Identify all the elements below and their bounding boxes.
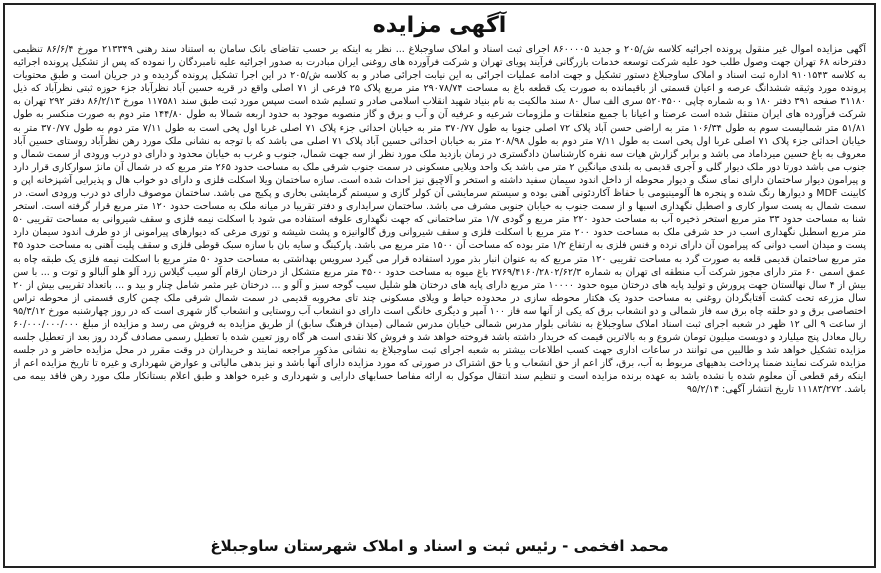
notice-frame (3, 3, 876, 568)
notice-signature: محمد افخمی - رئیس ثبت و اسناد و املاک شهرستان ساوجبلاغ (210, 537, 669, 555)
notice-title: آگهی مزایده (372, 13, 507, 38)
notice-body: آگهی مزایده اموال غیر منقول پرونده اجرائیه کلاسه ش/۲۰۵ و جدید ۸۶۰۰۰۰۵ اجرای ثبت اسناد و املاک ساوجبلاغ ... نظر به اینکه بر حسب تقاضای بانک سامان به استناد سند رهنی ۲۱۳۳۴۹ مورخ ۸۶/۶/۴ تنظیمی دفترخانه ۶۸ تهران جهت وصول طلب خود علیه شرکت توسعه خدمات بازرگانی فرآیند پویای تهران و شرکت فرآورده های روغنی ایران مبادرت به صدور اجرائیه علیه نامبردگان را نموده که پس از تشکیل پرونده اجرائیه به کلاسه ۹۱۰۱۵۴۳ اداره ثبت اسناد و املاک ساوجبلاغ دستور تشکیل و جهت ادامه عملیات اجرائی به این نیابت اجرائی صادر و به کلاسه ش/۲۰۵ در این اجرا تشکیل پرونده گردیده و در جریان است و طبق محتویات پرونده مورد وثیقه ششدانگ عرصه و اعیان قسمتی از باقیمانده به صورت یک قطعه باغ به مساحت ۲۹۰۷۸/۷۴ متر مربع پلاک ۲۵ فرعی از ۷۱ اصلی واقع در قریه حسین آباد نظرآباد جزء حوزه ثبتی نظرآباد که ذیل ۳۱۱۸۰ صفحه ۳۹۱ دفتر ۱۸۰ و به شماره چاپی ۵۲۰۴۵۰۰ سری الف سال ۸۰ سند مالکیت به نام بنیاد شهید انقلاب اسلامی صادر و تسلیم شده است سپس مورد ثبت طبق سند ۱۱۷۵۸۱ مورخ ۸۶/۲/۱۳ دفتر ۲۹۲ تهران به شرکت فرآورده های ایران منتقل شده است عرصتا و اعیانا با جمیع متعلقات و ملزومات شرعیه و عرفیه آن و آب و برق و گاز منصوبه موجود به حدود اربعه شمالا به طول ۱۴۴/۸۰ متر دوم به صورت منکسر به طول ۵۱/۸۱ متر شمالیست سوم به طول ۱۰۶/۳۴ متر به اراضی حسن آباد پلاک ۷۲ اصلی جنوبا به طول ۳۷۰/۷۷ متر به خیابان احداثی جزء پلاک ۷۱ اصلی غربا اول پخی است به طول ۷/۱۱ متر دوم به طول ۳۷۰/۷۷ متر به خیابان احداثی جزء پلاک ۷۱ اصلی غربا اول پخی است به طول ۷/۱۱ متر دوم به طول ۲۰۸/۹۸ متر به خیابان احداثی حسین آباد پلاک ۷۱ اصلی می باشد که با توجه به نشانی ملک مورد رهن نظرآباد روستای حسین آباد معروف به باغ حسین میرداماد می باشد و برابر گزارش هیات سه نفره کارشناسان دادگستری در زمان بازدید ملک مورد نظر از سه جهت شمال، جنوب و غرب به خیابان محدود و دارای دو درب ورودی از سمت شمال و جنوب می باشد دورتا دور ملک دیوار گلی و آجری قدیمی به بلندی میانگین ۲ متر می باشد یک واحد ویلایی مسکونی در سمت جنوب شرقی ملک به مساحت حدود ۲۶۵ متر مربع که در شمال آن مانژ سوارکاری قرار دارد و پیرامون دیوار ساختمان دارای نمای سنگ و دیوار محوطه از داخل اندود سیمان سفید داشته و استخر و آلاچیق نیز احداث شده است. سازه ساختمان ویلا اسکلت فلزی و دارای دو خواب هال و پذیرایی آشپزخانه اپن و کابینت MDF و دیوارها رنگ شده و پنجره ها آلومینیومی با حفاظ آکاردئونی آهنی بوده و سیستم سرمایشی آن کولر گازی و سیستم گرمایشی بخاری و پکیج می باشد. ساختمان موصوف دارای دو درب ورودی است. در سمت شمال به پست سوار کاری و اصطبل نگهداری اسبها و از سمت جنوب به خیابان جنوبی مشرف می باشد. ساختمان سرایداری و دفتر تقریبا در میانه ملک به مساحت حدود ۱۲۰ متر مربع قرار گرفته است. استخر شنا به مساحت حدود ۳۳ متر مربع استخر ذخیره آب به مساحت حدود ۲۲۰ متر مربع و گودی ۱/۷ متر ساختمانی که جهت نگهداری علوفه استفاده می شود با اسکلت نیمه فلزی و سقف شیروانی به مساحت تقریبی ۵۰ متر مربع اسطبل نگهداری اسب در حد شرقی ملک به مساحت حدود ۲۰۰ متر مربع با اسکلت فلزی و سقف شیروانی ورق گالوانیزه و پشت شیشه و توری مرغی که دیوارهای پیرامونی از دو طرف اندود سیمان دارد پست و میدان اسب دوانی که پیرامون آن دارای نرده و فنس فلزی به ارتفاع ۱/۲ متر بوده که مساحت آن ۱۵۰۰ متر مربع می باشد. پارکینگ و سایه بان با سازه سبک قوطی فلزی و سقف پلیت آهنی به مساحت حدود ۴۵ متر مربع ساختمان قدیمی قلعه به صورت گرد به مساحت تقریبی ۱۲۰ متر مربع که به عنوان انبار بذر مورد استفاده قرار می گیرد سرویس بهداشتی به مساحت حدود ۵۰ متر مربع با اسکلت نیمه فلزی یک طبقه چاه به عمق اسمی ۶۰ متر دارای مجوز شرکت آب منطقه ای تهران به شماره ۲۷۶۹/۴۱۶۰/۲۸۰۲/۶۲/۳ باغ میوه به مساحت حدود ۴۵۰۰ متر مربع متشکل از درختان ارقام آلو سیب گیلاس زرد آلو هلو آلبالو و توت و ... با سن بیش از ۴ سال نهالستان جهت پرورش و تولید پایه های درختان میوه حدود ۱۰۰۰۰ متر مربع دارای پایه های درختان هلو شلیل سیب گوجه سبز و آلو و ... درختان غیر مثمر شامل چنار و بید و ... باتعداد تقریبی بیش از ۲۰ سال مزرعه تحت کشت آفتابگردان روغنی به مساحت حدود یک هکتار محوطه سازی در محدوده حیاط و ویلای مسکونی چند تای مخروبه قدیمی در سمت شمال شرقی ملک چمن کاری قسمتی از محوطه تراس اختصاصی برق و دو حلقه چاه برق سه فاز شمالی و دو انشعاب برق که یکی از آنها سه فاز ۱۰۰ آمپر و دیگری خانگی است دارای دو انشعاب آب روستایی و انشعاب گاز شهری است که در روز چهارشنبه مورخ ۹۵/۳/۱۲ از ساعت ۹ الی ۱۲ ظهر در شعبه اجرای ثبت اسناد املاک ساوجبلاغ به نشانی بلوار مدرس شمالی خیابان مدرس شمالی (میدان فرهنگ سابق) از طریق مزایده به فروش می رسد و مزایده از مبلغ ۶۰/۰۰۰/۰۰۰/۰۰۰ ریال معادل پنج میلیارد و دویست میلیون تومان شروع و به بالاترین قیمت که خریدار داشته باشد فروخته خواهد شد و فروش کلا نقدی است هر گاه روز تعیین شده با تعطیل رسمی مصادف گردد روز بعد از تعطیل جلسه مزایده تشکیل خواهد شد و طالبین می توانند در ساعات اداری جهت کسب اطلاعات بیشتر به شعبه اجرای ثبت ساوجبلاغ به نشانی مذکور مراجعه نمایند و خریداران در وقت مقرر در محل مزایده حاضر و در جلسه مزایده شرکت نمایند ضمنا پرداخت بدهیهای مربوط به آب، برق، گاز اعم از حق انشعاب و یا حق اشتراک در صورتی که مورد مزایده دارای آنها باشد و نیز بدهی مالیاتی و عوارض شهرداری و غیره تا تاریخ مزایده اعم از اینکه رقم قطعی آن معلوم شده یا نشده باشد به عهده برنده مزایده است و تنظیم سند انتقال موکول به ارائه مفاصا حسابهای دارایی و شهرداری و غیره خواهد و طبق اعلام بستانکار ملک مورد رهن فاقد بیمه می باشد. ۱۱۱۸۳/۲۷۲ تاریخ انتشار آگهی: ۹۵/۲/۱۴ (13, 44, 866, 396)
